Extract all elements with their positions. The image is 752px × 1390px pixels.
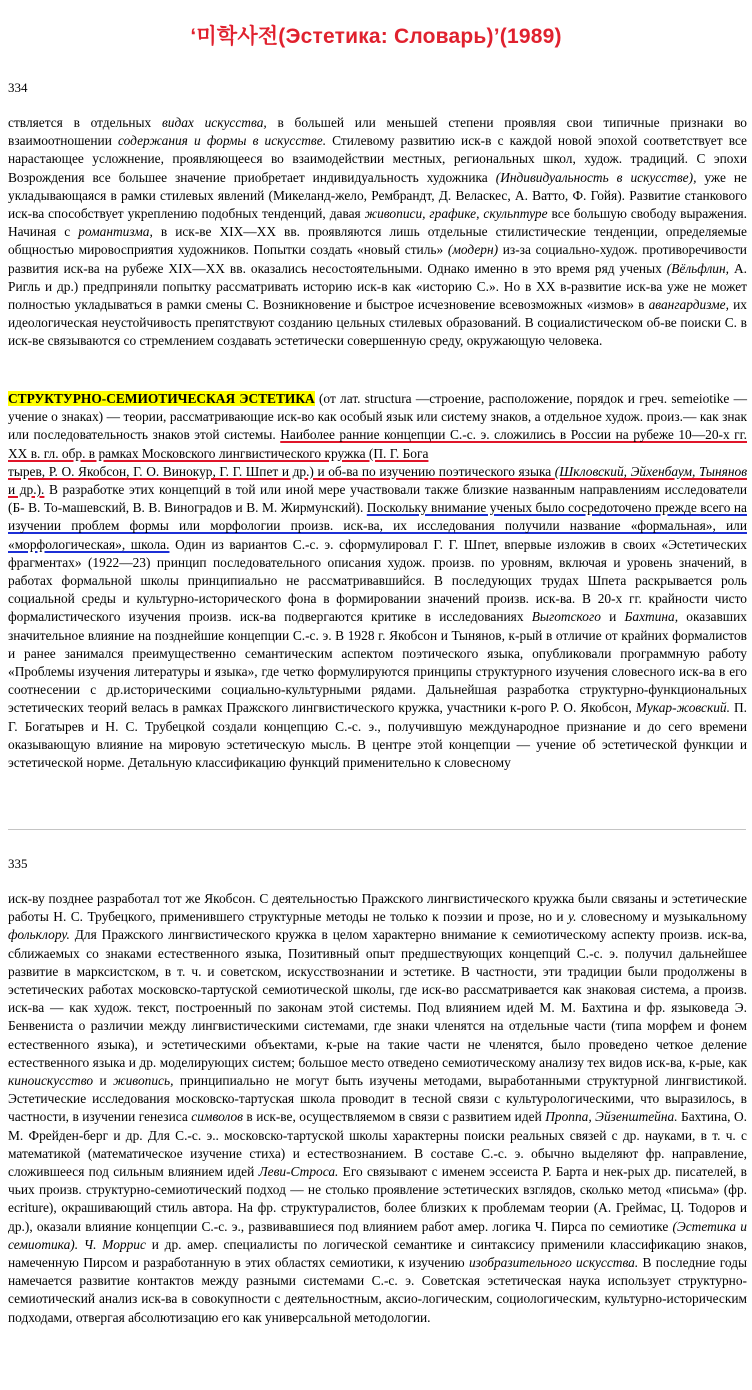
italic-term: Бахтина, [624,609,679,625]
italic-term: (Вёльфлин, [666,260,729,276]
italic-term: содержания и формы в искусстве. [118,133,327,149]
italic-term: Леви-Строса. [258,1164,339,1180]
italic-term: киноискусство [8,1073,94,1089]
text-run: В разработке этих концепций в той или иной мере участвовали также близкие названным направлениям исследователи (Б- В. То-машевский, В. В. Виноградов и В. М. Жирмунский). [8,482,747,516]
text-run: в иск-ве XIX—XX вв. проявляются лишь отдельные стилистические тенденции, определяемые общностью мировосприятия художников. Попытки создать «новый стиль» [8,224,747,258]
text-run: из-за социально-худож. противоречивости развития иск-ва на рубеже XIX—XX вв. оказались несостоятельными. Однако именно в это время ряд ученых [8,242,747,276]
red-underlined-passage: тырев, Р. О. Якобсон, Г. О. Винокур, Г. Г. Шпет и др.) и об-ва по изучению поэтического языка [8,463,555,479]
italic-term: авангардизме, [648,297,729,313]
text-run: оказавших значительное влияние на позднейшие концепции С.-с. э. В 1928 г. Якобсон и Тынянов, к-рый в отличие от крайних формалистов и ранее занимался преимущественно семантическим аспектом поэтического языка, опубликовали программную работу «Проблемы изучения литературы и языка», где четко формулируются принципы структурного изучения словесного иск-ва в его соотнесении с др.историческими социально-культурными рядами. Дальнейшая разработка структурно-функциональных эстетических теорий велась в рамках Пражского лингвистического кружка, участники к-рого Р. О. Якобсон, [8,609,747,716]
italic-term: Ч. Моррис [83,1236,146,1252]
document-title: ‘미학사전(Эстетика: Словарь)’(1989) [190,25,562,48]
text-run: и [600,609,625,625]
text-run: все большую свободу выражения. Начиная с [8,206,748,240]
italic-term: (Индивидуальность в искусстве), [495,169,697,185]
text-run: В последние годы намечается развитие контактов между разными системами С.-с. э. Советская эстетическая наука использует структурно-семиотический анализ иск-ва в совокупности с деятельностным, аксио-логическим, социологическим, культурно-историческим подходами, отвергая абсолютизацию его как универсальной методологии. [8,1255,748,1325]
italic-term: фольклору. [8,927,70,943]
italic-term: у. [568,909,577,925]
paragraph-structural-semiotic-aesthetics [8,390,747,772]
italic-term: изобразительного искусства. [468,1255,639,1271]
text-run: Стилевому развитию иск-в с каждой новой эпохой соответствует все нарастающее усложнение, проявляющееся во взаимодействии местных, региональных школ, худож. традиций. С эпохи Возрождения все большее значение приобретает индивидуальность художника [8,133,748,185]
text-run: (от лат. structura —строение, расположение, порядок и греч. semeiotike — учение о знаках) — теории, рассматривающие иск-во как особый язык или систему знаков, а отдельное худож. произ.— как знак или последовательность знаков этой системы. [8,391,747,443]
text-run: уже не укладывающаяся в рамки стилевых явлений (Микеланд-жело, Рембрандт, Д. Веласкес, А. Ватто, Ф. Гойя). Развитие станкового иск-ва способствует укреплению подобных тенденций, давая [8,169,748,222]
italic-term: живописи, графике, скульптуре [364,206,548,222]
text-run: и др. амер. специалисты по логической семантике и синтаксису применили классификацию знаков, намеченную Пирсом и разработанную в этих областях семиотики, к изучению [8,1236,747,1271]
text-run: Один из вариантов С.-с. э. сформулировал Г. Г. Шпет, впервые изложив в своих «Эстетических фрагментах» (1922—23) принцип последовательного описания худож. произв. по уровням, включая и уровень значений, в работах формальной школы принципиально не рассматривавшийся. В последующих трудах Шпета раскрывается роль социальной среды и культурно-исторического фона в формировании значений произв. иск-ва. В 20-х гг. крайности чисто формалистического изучения произв. иск-ва подвергаются критике в исследованиях [8,536,747,625]
text-run: Бахтина, О. М. Фрейден-берг и др. Для С.-с. э.. московско-тартуской школы характерны поиски реальных связей с др. науками, в т. ч. с математикой (математическое изучение стиха) и естествознанием. В составе С.-с. э. обычно выделяют фр. направление, сложившееся под сильным влиянием идей [8,1109,747,1180]
italic-term: живопись, [113,1073,174,1089]
text-run: и [93,1073,114,1089]
page-separator [8,829,746,830]
paragraph-page-335-continuation [8,890,747,1327]
text-run: принципиально не могут быть изучены методами, выработанными структурной лингвистикой. Эстетические исследования московско-тартуская школа проводит в тесной связи с культурологическими, что выразилось, в частности, в изучении генезиса [8,1073,747,1125]
italic-term: видах искусства, [161,115,267,130]
text-run: Его связывают с именем эссеиста Р. Барта и нек-рых др. писателей, в чьих произв. структурно-семиотический подход — не столько проявление эстетических взглядов, сколько метод «письма» (фр. ecriture), окрашивающий стиль автора. На фр. структуралистов, более близких к проблемам теории (А. Греймас, Ц. Тодоров и др.), оказали влияние концепции С.-с. э., развивавшиеся под влиянием работ амер. логика Ч. Пирса по семиотике [8,1164,747,1234]
text-run: Для Пражского лингвистического кружка в целом характерно внимание к семиотическому аспекту произв. иск-ва, сближаемых со знаками естественного языка, Позитивный опыт предшествующих концепций С.-с. э. получил дальнейшее развитие в марксистском, в т. ч. и советском, искусствознании и эстетике. В частности, эти традиции были продолжены в эстетических работах московско-тартуской семиотической школы, где иск-во рассматривается как знаковая система, а произв. иск-ва — как худож. текст, построенный по законам этой системы. Под влиянием идей М. М. Бахтина и фр. языковеда Э. Бенвениста о различии между лингвистическими системами, где знаки членятся на отдельные части (типа морфем и фонем естественного языка), и эстетическими объектами, к-рые на такие части не членятся, было проведено четкое деление естественного языка и др. моделирующих систем; большое место отведено семиотическому анализу тех видов иск-ва, к-рые, как [8,927,747,1070]
italic-term: Мукар-жовский. [635,700,730,716]
page-number-334: 334 [8,80,28,95]
text-run: П. Г. Богатырев и Н. С. Трубецкой создали концепцию С.-с. э., получившую международное признание и до сего времени оказывающую влияние на мировую эстетическую мысль. В центре этой концепции — учение об эстетической функции и эстетической норме. Детальную классификацию функций применительно к словесному [8,700,747,771]
red-underlined-passage: Наиболее ранние концепции С.-с. э. сложились в России на рубеже 10—20-х гг. XX в. гл. обр. в рамках Московского лингвистического кружка (П. Г. Бога [8,427,747,461]
paragraph-style-entry-end [8,114,747,351]
italic-term: Выготского [531,609,601,625]
text-run: в большей или меньшей степени проявляя свои типичные признаки во взаимоотношении [8,115,747,149]
red-underlined-passage: (Шкловский, Эйхенбаум, Тынянов [554,463,748,479]
text-run: в иск-ве, осуществляемом в связи с развитием идей [242,1109,546,1125]
text-run: иск-ву позднее разработал тот же Якобсон. С деятельностью Пражского лингвистического кружка были связаны и эстетические работы Н. С. Трубецкого, применившего структурные методы не только к поэзии и прозе, но и [8,891,747,925]
text-run: А. Ригль и др.) предприняли попытку рассматривать историю иск-в как «историю С.». Но в XX в-развитие иск-ва уже не может полностью укладываться в рамки смены С. Возникновение и быстрое исчезновение всевозможных «измов» в [8,260,747,313]
blue-underlined-passage: Поскольку внимание ученых было сосредоточено прежде всего на изучении проблем формы или морфологии произв. иск-ва, их исследования получили название «формальная», или «морфологическая», школа. [8,500,747,552]
italic-term: символов [191,1109,243,1125]
text-run: словесному и музыкальному [576,909,747,925]
italic-term: (модерн) [447,242,499,258]
italic-term: (Эстетика и семиотика). [8,1218,747,1252]
text-run: их идеологическая неустойчивость препятствуют созданию цельных стилевых образований. В социалистическом об-ве поиски С. в иск-ве связываются со стремлением создавать эстетически совершенную среду, окружающую человека. [8,297,747,349]
page-number-335: 335 [8,856,28,871]
text-run: ствляется в отдельных [8,115,162,130]
red-underlined-passage: и др.). [8,482,45,498]
entry-headword: СТРУКТУРНО-СЕМИОТИЧЕСКАЯ ЭСТЕТИКА [8,391,315,406]
italic-term: Проппа, Эйзенштейна. [545,1109,678,1125]
italic-term: романтизма, [78,224,153,240]
